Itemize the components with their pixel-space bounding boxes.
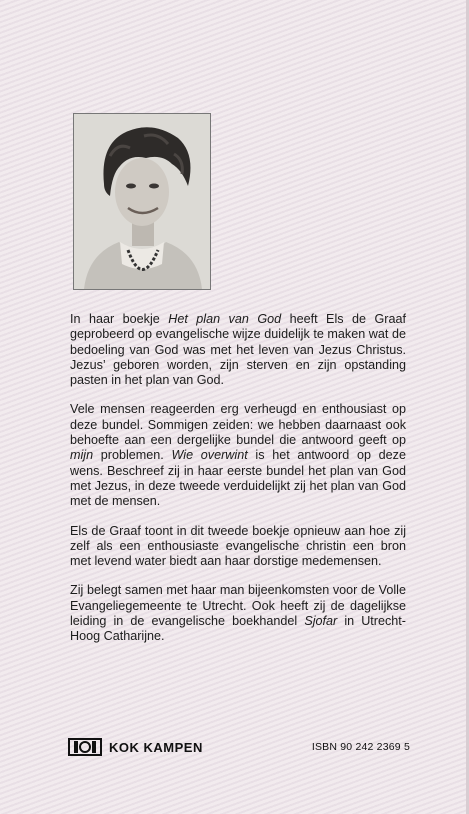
paragraph-text: in Utrecht-Hoog Catharijne. xyxy=(70,614,407,644)
italic-title-text: Wie overwint xyxy=(171,448,248,463)
publisher-name: KOK KAMPEN xyxy=(109,739,203,755)
paragraph-text: Els de Graaf toont in dit tweede boekje opnieuw aan hoe zij zelf als een enthousiaste evangelische christin een bron met levend water biedt aan haar dorstige medemensen. xyxy=(70,523,406,569)
footer xyxy=(68,736,410,758)
blurb-paragraph xyxy=(70,524,406,570)
italic-title-text: Sjofar xyxy=(304,614,338,629)
paragraph-text: Zij belegt samen met haar man bijeenkomsten voor de Volle Evangeliegemeente te Utrecht. Ook heeft zij de dagelijkse leiding in de evangelische boekhandel xyxy=(70,583,406,629)
back-cover-blurb xyxy=(70,312,406,645)
blurb-paragraph xyxy=(70,402,406,509)
isbn: ISBN 90 242 2369 5 xyxy=(311,741,410,753)
author-portrait-image xyxy=(74,114,210,289)
italic-title-text: mijn xyxy=(70,448,94,463)
kok-logo-icon xyxy=(68,738,102,756)
italic-title-text: Het plan van God xyxy=(168,312,282,326)
paragraph-text: is het antwoord op deze wens. Beschreef zij in haar eerste bundel het plan van God met Jezus, in deze tweede verduidelijkt zij het plan van God met de mensen. xyxy=(70,448,406,509)
author-photo xyxy=(73,113,211,290)
blurb-paragraph xyxy=(70,583,406,644)
blurb-paragraph xyxy=(70,312,406,388)
paragraph-text: problemen. xyxy=(93,448,172,463)
paragraph-text: Vele mensen reageerden erg verheugd en enthousiast op deze bundel. Sommigen zeiden: we hebben daarnaast ook behoefte aan een dergelijke bundel die antwoord geeft op xyxy=(70,402,406,448)
paragraph-text: In haar boekje xyxy=(70,312,169,326)
paragraph-text: heeft Els de Graaf geprobeerd op evangelische wijze duidelijk te maken wat de bedoeling van God was met het leven van Jezus Christus. Jezus’ geboren worden, zijn sterven en zijn opstanding pasten in het plan van God. xyxy=(70,312,406,388)
publisher xyxy=(68,738,203,756)
